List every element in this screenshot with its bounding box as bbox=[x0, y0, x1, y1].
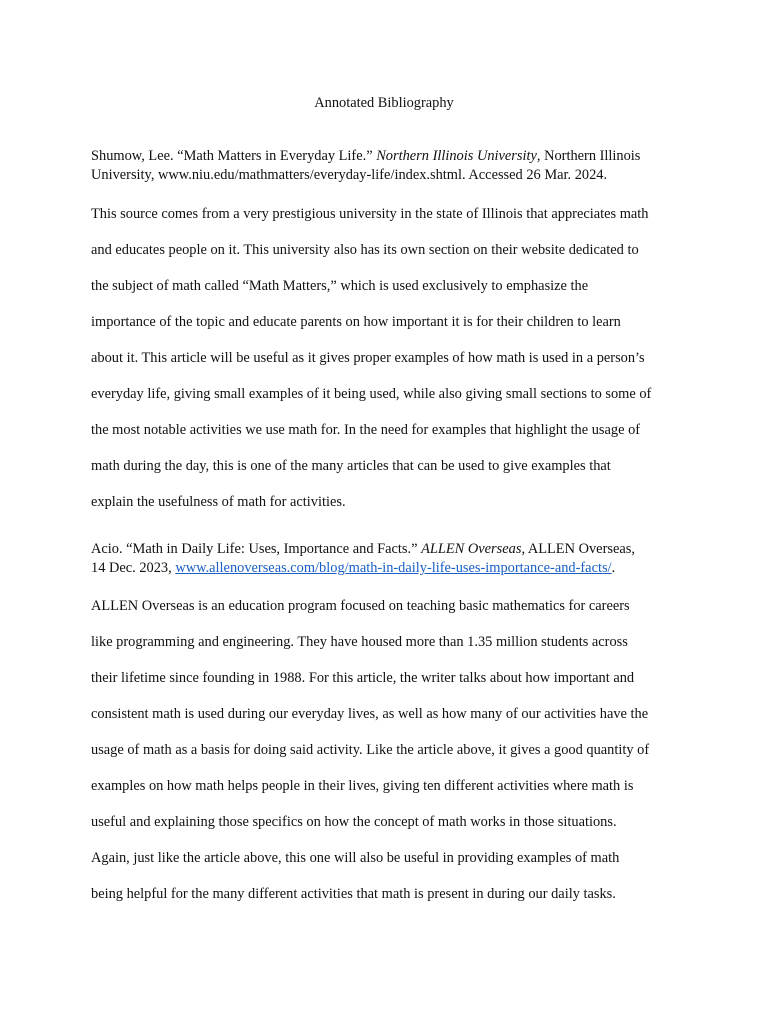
citation-publisher: , Northern Illinois bbox=[536, 148, 641, 164]
annotation-line: about it. This article will be useful as it gives proper examples of how math is used in a person’s bbox=[91, 350, 645, 366]
citation-line bbox=[91, 559, 681, 578]
annotation-line: and educates people on it. This university also has its own section on their website dedicated to bbox=[91, 242, 639, 258]
annotation-line: the most notable activities we use math for. In the need for examples that highlight the usage of bbox=[91, 422, 641, 438]
bibliography-entry bbox=[91, 147, 681, 520]
annotation-line: examples on how math helps people in their lives, giving ten different activities where math is bbox=[91, 778, 634, 794]
citation bbox=[91, 147, 681, 185]
annotation-line: their lifetime since founding in 1988. For this article, the writer talks about how important and bbox=[91, 670, 635, 686]
annotation-line: the subject of math called “Math Matters,” which is used exclusively to emphasize the bbox=[91, 278, 589, 294]
annotation-paragraph bbox=[91, 196, 681, 520]
annotation-paragraph bbox=[91, 588, 681, 912]
annotation-line: being helpful for the many different activities that math is present in during our daily tasks. bbox=[91, 886, 616, 902]
citation-author-title: Acio. “Math in Daily Life: Uses, Importance and Facts.” bbox=[91, 541, 422, 557]
citation bbox=[91, 540, 681, 578]
citation-publisher: , ALLEN Overseas, bbox=[521, 541, 635, 557]
citation-container: ALLEN Overseas bbox=[421, 541, 522, 557]
citation-date: 14 Dec. 2023, bbox=[91, 560, 176, 576]
annotation-line: like programming and engineering. They have housed more than 1.35 million students across bbox=[91, 634, 628, 650]
annotation-line: explain the usefulness of math for activities. bbox=[91, 494, 346, 510]
annotation-line: This source comes from a very prestigious university in the state of Illinois that appreciates math bbox=[91, 206, 649, 222]
annotation-line: useful and explaining those specifics on how the concept of math works in those situations. bbox=[91, 814, 617, 830]
citation-line: University, www.niu.edu/mathmatters/everyday-life/index.shtml. Accessed 26 Mar. 2024. bbox=[91, 167, 608, 183]
page-title: Annotated Bibliography bbox=[314, 95, 454, 111]
annotation-line: usage of math as a basis for doing said activity. Like the article above, it gives a good quantity of bbox=[91, 742, 650, 758]
annotation-line: consistent math is used during our everyday lives, as well as how many of our activities have the bbox=[91, 706, 649, 722]
annotation-line: importance of the topic and educate parents on how important it is for their children to learn bbox=[91, 314, 621, 330]
citation-link[interactable]: www.allenoverseas.com/blog/math-in-daily-life-uses-importance-and-facts/ bbox=[175, 560, 612, 576]
citation-period: . bbox=[611, 560, 616, 576]
annotation-line: ALLEN Overseas is an education program focused on teaching basic mathematics for careers bbox=[91, 598, 630, 614]
bibliography-entry bbox=[91, 540, 681, 912]
annotation-line: math during the day, this is one of the many articles that can be used to give examples that bbox=[91, 458, 611, 474]
citation-container: Northern Illinois University bbox=[376, 148, 537, 164]
citation-line bbox=[91, 540, 681, 559]
annotation-line: everyday life, giving small examples of it being used, while also giving small sections to some of bbox=[91, 386, 652, 402]
citation-author-title: Shumow, Lee. “Math Matters in Everyday Life.” bbox=[91, 148, 377, 164]
citation-line bbox=[91, 147, 681, 166]
annotation-line: Again, just like the article above, this one will also be useful in providing examples of math bbox=[91, 850, 620, 866]
